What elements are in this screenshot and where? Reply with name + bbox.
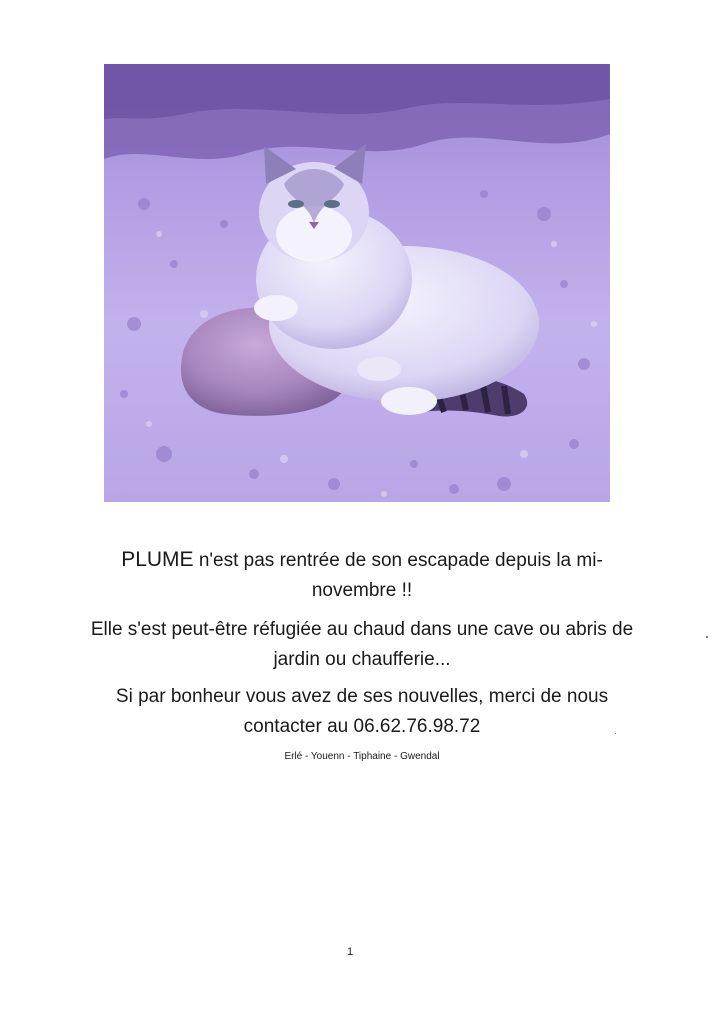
cat-photo-graphic (104, 64, 610, 502)
signature: Erlé - Youenn - Tiphaine - Gwendal (284, 751, 440, 762)
page-number: 1 (346, 946, 354, 958)
scan-speck (615, 733, 616, 734)
message-line-2a: Elle s'est peut-être réfugiée au chaud dans une cave ou abris de (90, 619, 634, 640)
message-line-3a: Si par bonheur vous avez de ses nouvelles, merci de nous (115, 686, 609, 707)
message-line-2b: jardin ou chaufferie... (273, 649, 451, 670)
message-line-3 (40, 682, 684, 742)
scan-speck (706, 636, 708, 638)
message-line-2 (40, 615, 684, 675)
message-line-1-rest: n'est pas rentrée de son escapade depuis la mi- (193, 550, 603, 571)
message-line-1 (40, 545, 684, 606)
cat-photo (104, 64, 610, 502)
message-line-1-cont: novembre !! (311, 580, 413, 601)
cat-name: PLUME (121, 548, 194, 571)
message-line-3b: contacter au 06.62.76.98.72 (243, 716, 481, 737)
